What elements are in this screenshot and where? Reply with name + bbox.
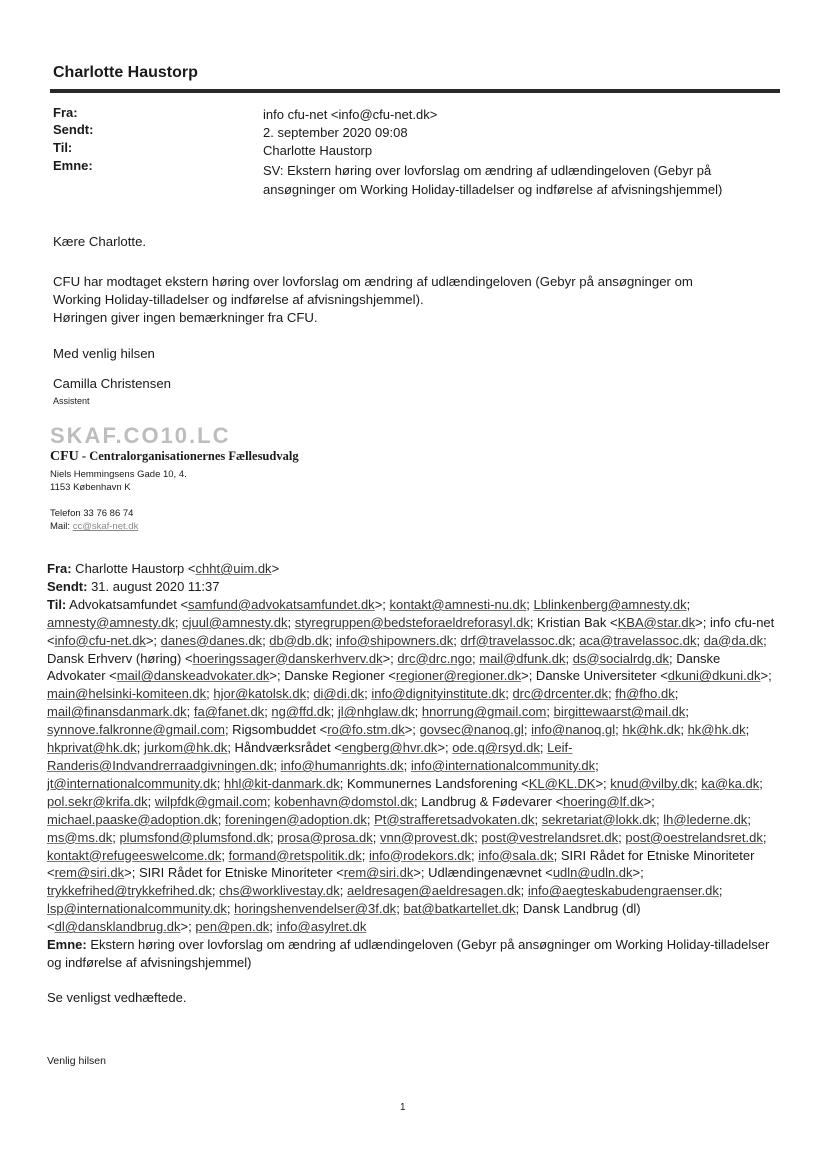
recipient-email-link[interactable]: info@rodekors.dk — [368, 847, 472, 863]
recipient-email-link[interactable]: wilpfdk@gmail.com — [154, 793, 268, 809]
recipient-email-link[interactable]: info@dignityinstitute.dk — [371, 686, 506, 702]
recipient-email-link[interactable]: hk@hk.dk — [687, 722, 746, 738]
recipient-email-link[interactable]: hjor@katolsk.dk — [213, 686, 307, 702]
recipient-email-link[interactable]: dl@dansklandbrug.dk — [54, 919, 181, 935]
recipient-email-link[interactable]: ds@socialrdg.dk — [572, 650, 669, 666]
recipient-email-link[interactable]: prosa@prosa.dk — [277, 829, 373, 845]
recipient-email-link[interactable]: aeldresagen@aeldresagen.dk — [347, 883, 521, 899]
thread-from-label: Fra: — [47, 561, 72, 576]
thread-from-text: Charlotte Haustorp < — [71, 561, 196, 576]
recipient-email-link[interactable]: post@oestrelandsret.dk — [625, 829, 763, 845]
recipient-email-link[interactable]: regioner@regioner.dk — [395, 668, 522, 684]
subject-line-1: SV: Ekstern høring over lovforslag om ændring af udlændingeloven (Gebyr på — [263, 163, 712, 178]
thread-closing: Venlig hilsen — [47, 1054, 106, 1067]
recipient-email-link[interactable]: Lblinkenberg@amnesty.dk — [533, 596, 687, 612]
recipient-email-link[interactable]: db@db.dk — [269, 632, 329, 648]
thread-to-label: Til: — [47, 596, 67, 612]
recipient-email-link[interactable]: dkuni@dkuni.dk — [667, 668, 761, 684]
recipient-email-link[interactable]: samfund@advokatsamfundet.dk — [188, 596, 375, 612]
recipient-email-link[interactable]: hhl@kit-danmark.dk — [223, 775, 340, 791]
address-street: Niels Hemmingsens Gade 10, 4. — [50, 469, 187, 480]
closing: Med venlig hilsen — [53, 346, 155, 361]
thread-sent-value: 31. august 2020 11:37 — [87, 578, 220, 594]
recipient-email-link[interactable]: jl@nhglaw.dk — [337, 704, 415, 720]
skaf-logo: SKAF.CO10.LC — [50, 423, 231, 448]
thread-note: Se venligst vedhæftede. — [47, 989, 187, 1005]
recipient-email-link[interactable]: govsec@nanoq.gl — [419, 722, 524, 738]
recipient-email-link[interactable]: styregruppen@bedsteforaeldreforasyl.dk — [294, 614, 530, 630]
recipient-email-link[interactable]: Pt@strafferetsadvokaten.dk — [374, 811, 535, 827]
recipient-email-link[interactable]: rem@siri.dk — [54, 865, 125, 881]
recipient-email-link[interactable]: info@sala.dk — [478, 847, 554, 863]
recipient-email-link[interactable]: info@nanoq.gl — [531, 722, 616, 738]
recipient-email-link[interactable]: mail@danskeadvokater.dk — [116, 668, 270, 684]
thread-from-close: > — [271, 561, 280, 576]
recipient-email-link[interactable]: KL@KL.DK — [528, 775, 596, 791]
sent-value: 2. september 2020 09:08 — [263, 125, 408, 140]
recipient-email-link[interactable]: jurkom@hk.dk — [144, 740, 228, 756]
recipient-email-link[interactable]: cjuul@amnesty.dk — [182, 614, 288, 630]
recipient-email-link[interactable]: info@aegteskabudengraenser.dk — [527, 883, 719, 899]
recipient-email-link[interactable]: sekretariat@lokk.dk — [541, 811, 657, 827]
recipient-email-link[interactable]: lsp@internationalcommunity.dk — [47, 901, 227, 917]
recipient-email-link[interactable]: hkprivat@hk.dk — [47, 740, 137, 756]
recipient-email-link[interactable]: hoeringssager@danskerhverv.dk — [192, 650, 383, 666]
recipient-email-link[interactable]: chs@worklivestay.dk — [219, 883, 340, 899]
page-title: Charlotte Haustorp — [53, 64, 198, 81]
signer-name: Camilla Christensen — [53, 376, 171, 391]
from-label: Fra: — [53, 105, 78, 120]
recipient-email-link[interactable]: info@shipowners.dk — [336, 632, 454, 648]
thread-subject — [47, 936, 775, 972]
recipient-email-link[interactable]: da@da.dk — [703, 632, 764, 648]
recipient-email-link[interactable]: amnesty@amnesty.dk — [47, 614, 175, 630]
recipient-email-link[interactable]: udln@udln.dk — [552, 865, 633, 881]
recipient-email-link[interactable]: ro@fo.stm.dk — [327, 722, 405, 738]
body-line-2: Working Holiday-tilladelser og indførelse af afvisningshjemmel). — [53, 292, 424, 307]
recipient-email-link[interactable]: post@vestrelandsret.dk — [481, 829, 619, 845]
recipient-email-link[interactable]: trykkefrihed@trykkefrihed.dk — [47, 883, 212, 899]
recipient-email-link[interactable]: kobenhavn@domstol.dk — [274, 793, 414, 809]
recipient-email-link[interactable]: jt@internationalcommunity.dk — [47, 775, 217, 791]
from-value: info cfu-net <info@cfu-net.dk> — [263, 107, 438, 122]
recipient-email-link[interactable]: knud@vilby.dk — [610, 775, 695, 791]
recipient-email-link[interactable]: synnove.falkronne@gmail.com — [47, 722, 225, 738]
recipient-email-link[interactable]: hk@hk.dk — [622, 722, 681, 738]
recipient-email-link[interactable]: main@helsinki-komiteen.dk — [47, 686, 207, 702]
greeting: Kære Charlotte. — [53, 234, 147, 249]
phone: Telefon 33 76 86 74 — [50, 508, 134, 519]
thread-sent — [47, 578, 775, 596]
recipient-email-link[interactable]: aca@travelassoc.dk — [579, 632, 697, 648]
recipient-email-link[interactable]: rem@siri.dk — [343, 865, 414, 881]
recipient-email-link[interactable]: pen@pen.dk — [195, 919, 270, 935]
recipient-email-link[interactable]: birgittewaarst@mail.dk — [553, 704, 686, 720]
recipient-email-link[interactable]: fh@fho.dk — [615, 686, 675, 702]
forwarded-message — [47, 560, 775, 1071]
recipient-email-link[interactable]: mail@finansdanmark.dk — [47, 704, 187, 720]
recipient-email-link[interactable]: danes@danes.dk — [160, 632, 263, 648]
recipient-email-link[interactable]: horingshenvendelser@3f.dk — [234, 901, 397, 917]
org-abbr: CFU — [50, 449, 79, 464]
body-line-1: CFU har modtaget ekstern høring over lovforslag om ændring af udlændingeloven (Gebyr på ansøgninger om — [53, 274, 693, 289]
recipient-email-link[interactable]: drf@travelassoc.dk — [460, 632, 572, 648]
recipient-email-link[interactable]: KBA@star.dk — [617, 614, 696, 630]
recipient-email-link[interactable]: plumsfond@plumsfond.dk — [119, 829, 270, 845]
org-full-name: - Centralorganisationernes Fællesudvalg — [78, 449, 299, 463]
to-value: Charlotte Haustorp — [263, 143, 373, 158]
recipient-email-link[interactable]: di@di.dk — [313, 686, 365, 702]
recipient-email-link[interactable]: mail@dfunk.dk — [479, 650, 566, 666]
recipient-email-link[interactable]: foreningen@adoption.dk — [224, 811, 367, 827]
recipient-email-link[interactable]: ms@ms.dk — [47, 829, 113, 845]
recipient-email-link[interactable]: pol.sekr@krifa.dk — [47, 793, 148, 809]
address-city: 1153 København K — [50, 482, 131, 493]
org-name — [50, 449, 299, 465]
recipient-email-link[interactable]: hoering@lf.dk — [563, 793, 644, 809]
subject-line-2: ansøgninger om Working Holiday-tilladelser og indførelse af afvisningshjemmel) — [263, 182, 723, 197]
page-number: 1 — [400, 1102, 406, 1113]
recipient-email-link[interactable]: ode.q@rsyd.dk — [452, 740, 540, 756]
body-line-3: Høringen giver ingen bemærkninger fra CFU. — [53, 310, 318, 325]
recipient-email-link[interactable]: drc@drc.ngo — [397, 650, 473, 666]
subject-label: Emne: — [53, 158, 93, 173]
recipient-list[interactable]: Advokatsamfundet <samfund@advokatsamfundet.dk>; kontakt@amnesti-nu.dk; Lblinkenberg@amnesty.dk; amnesty@amnesty.dk; cjuul@amnesty.dk; styregruppen@bedsteforaeldreforasyl.dk; Kristian Bak <KBA@star.dk>; info cfu-net <info@cfu-net.dk>; danes@danes.dk; db@db.dk; info@shipowners.dk; drf@travelassoc.dk; aca@travelassoc.dk; da@da.dk; Dansk Erhverv (høring) <hoeringssager@danskerhverv.dk>; drc@drc.ngo; mail@dfunk.dk; ds@socialrdg.dk; Danske Advokater <mail@danskeadvokater.dk>; Danske Regioner <regioner@regioner.dk>; Danske Universiteter <dkuni@dkuni.dk>; main@helsinki-komiteen.dk; hjor@katolsk.dk; di@di.dk; info@dignityinstitute.dk; drc@drcenter.dk; fh@fho.dk; mail@finansdanmark.dk; fa@fanet.dk; ng@ffd.dk; jl@nhglaw.dk; hnorrung@gmail.com; birgittewaarst@mail.dk; synnove.falkronne@gmail.com; Rigsombuddet <ro@fo.stm.dk>; govsec@nanoq.gl; info@nanoq.gl; hk@hk.dk; hk@hk.dk; hkprivat@hk.dk; jurkom@hk.dk; Håndværksrådet <engberg@hvr.dk>; ode.q@rsyd.dk; Leif-Randeris@Indvandrerraadgivningen.dk; info@humanrights.dk; info@internationalcommunity.dk; jt@internationalcommunity.dk; hhl@kit-danmark.dk; Kommunernes Landsforening <KL@KL.DK>; knud@vilby.dk; ka@ka.dk; pol.sekr@krifa.dk; wilpfdk@gmail.com; kobenhavn@domstol.dk; Landbrug & Fødevarer <hoering@lf.dk>; michael.paaske@adoption.dk; foreningen@adoption.dk; Pt@strafferetsadvokaten.dk; sekretariat@lokk.dk; lh@lederne.dk; ms@ms.dk; plumsfond@plumsfond.dk; prosa@prosa.dk; vnn@provest.dk; post@vestrelandsret.dk; post@oestrelandsret.dk; kontakt@refugeeswelcome.dk; formand@retspolitik.dk; info@rodekors.dk; info@sala.dk; SIRI Rådet for Etniske Minoriteter <rem@siri.dk>; SIRI Rådet for Etniske Minoriteter <rem@siri.dk>; Udlændingenævnet <udln@udln.dk>; trykkefrihed@trykkefrihed.dk; chs@worklivestay.dk; aeldresagen@aeldresagen.dk; info@aegteskabudengraenser.dk; lsp@internationalcommunity.dk; horingshenvendelser@3f.dk; bat@batkartellet.dk; Dansk Landbrug (dl) <dl@dansklandbrug.dk>; pen@pen.dk; info@asylret.dk — [47, 596, 775, 935]
recipient-email-link[interactable]: michael.paaske@adoption.dk — [47, 811, 218, 827]
thread-subject-value: Ekstern høring over lovforslag om ændring af udlændingeloven (Gebyr på ansøgninger om Working Holiday-tilladelser og indførelse af afvisningshjemmel) — [47, 937, 770, 970]
recipient-email-link[interactable]: kontakt@amnesti-nu.dk — [389, 596, 527, 612]
recipient-email-link[interactable]: lh@lederne.dk — [663, 811, 748, 827]
mail-label: Mail: — [50, 521, 73, 532]
thread-recipients — [47, 596, 775, 936]
recipient-email-link[interactable]: hnorrung@gmail.com — [421, 704, 547, 720]
mail-line — [50, 520, 138, 533]
recipient-email-link[interactable]: info@internationalcommunity.dk — [410, 757, 596, 773]
thread-from — [47, 560, 775, 578]
recipient-email-link[interactable]: formand@retspolitik.dk — [228, 847, 362, 863]
recipient-email-link[interactable]: fa@fanet.dk — [193, 704, 265, 720]
recipient-email-link[interactable]: ka@ka.dk — [701, 775, 760, 791]
mail-link[interactable]: cc@skaf-net.dk — [72, 521, 139, 532]
recipient-email-link[interactable]: engberg@hvr.dk — [341, 740, 438, 756]
thread-from-email[interactable]: chht@uim.dk — [195, 561, 272, 576]
signer-title: Assistent — [53, 396, 90, 406]
recipient-email-link[interactable]: info@humanrights.dk — [280, 757, 404, 773]
recipient-email-link[interactable]: ng@ffd.dk — [271, 704, 331, 720]
thread-sent-label: Sendt: — [47, 578, 88, 594]
title-rule — [50, 89, 780, 93]
recipient-email-link[interactable]: kontakt@refugeeswelcome.dk — [47, 847, 222, 863]
recipient-email-link[interactable]: bat@batkartellet.dk — [403, 901, 516, 917]
recipient-email-link[interactable]: info@asylret.dk — [276, 919, 367, 935]
recipient-email-link[interactable]: vnn@provest.dk — [379, 829, 475, 845]
to-label: Til: — [53, 140, 73, 155]
recipient-email-link[interactable]: drc@drcenter.dk — [512, 686, 609, 702]
sent-label: Sendt: — [53, 122, 94, 137]
thread-subject-label: Emne: — [47, 937, 87, 953]
recipient-email-link[interactable]: Leif-Randeris@Indvandrerraadgivningen.dk — [47, 740, 573, 773]
recipient-email-link[interactable]: info@cfu-net.dk — [54, 632, 146, 648]
